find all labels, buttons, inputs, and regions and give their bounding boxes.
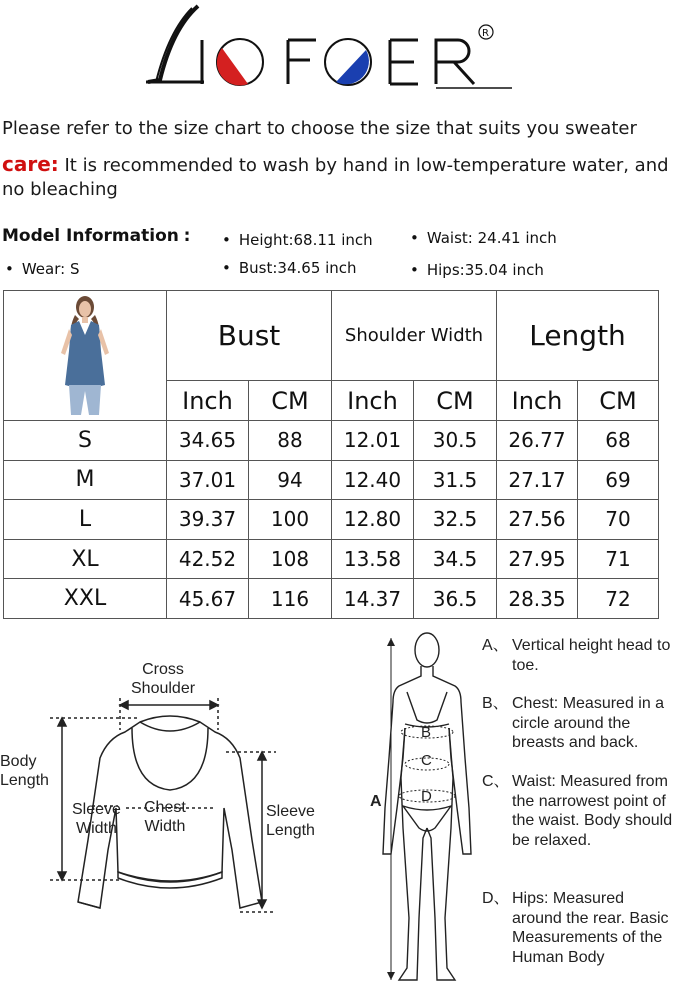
table-cell: 36.5 — [414, 579, 497, 619]
model-waist-label: Waist: — [426, 229, 473, 247]
model-wear — [5, 260, 80, 278]
intro-text: Please refer to the size chart to choose the size that suits you sweater — [2, 118, 637, 139]
sleeve-length-label-line2: Length — [266, 822, 315, 839]
body-length-label — [0, 752, 49, 790]
table-cell: 32.5 — [414, 500, 497, 540]
table-cell: 72 — [578, 579, 659, 619]
body-label-c: C — [421, 752, 432, 769]
model-bust — [222, 259, 357, 277]
brand-logo — [140, 2, 520, 94]
sleeve-length-label-line1: Sleeve — [266, 803, 315, 820]
note-b — [482, 694, 677, 753]
table-cell: 45.67 — [167, 579, 249, 619]
table-cell: 88 — [249, 421, 332, 461]
size-chart-table — [3, 290, 659, 619]
body-label-d: D — [421, 788, 432, 805]
table-cell: 69 — [578, 460, 659, 500]
table-cell: 27.56 — [497, 500, 578, 540]
model-waist-value: 24.41 inch — [477, 229, 557, 247]
model-photo-cell — [4, 291, 167, 421]
unit-bust-inch: Inch — [167, 381, 249, 421]
note-text: Vertical height head to toe. — [512, 637, 671, 674]
model-height — [222, 231, 373, 249]
size-label: L — [4, 500, 167, 540]
table-cell: 27.17 — [497, 460, 578, 500]
garment-diagram — [0, 640, 340, 940]
chest-width-label — [144, 798, 186, 836]
brand-logo-graphic — [140, 2, 520, 94]
note-text: Hips: Measured around the rear. Basic Measurements of the Human Body — [512, 890, 669, 966]
model-hips-label: Hips: — [426, 261, 465, 279]
unit-length-inch: Inch — [497, 381, 578, 421]
header-shoulder-width: Shoulder Width — [332, 291, 497, 381]
body-label-b: B — [421, 724, 432, 741]
table-cell: 12.01 — [332, 421, 414, 461]
model-bust-label: Bust: — [238, 259, 278, 277]
note-d — [482, 889, 677, 967]
model-height-value: 68.11 inch — [293, 231, 373, 249]
header-length: Length — [497, 291, 659, 381]
cross-shoulder-label — [131, 660, 195, 698]
table-cell: 13.58 — [332, 539, 414, 579]
note-key: D、 — [482, 890, 510, 907]
body-length-label-line1: Body — [0, 753, 37, 770]
table-row — [4, 460, 659, 500]
sleeve-length-label — [266, 802, 315, 840]
table-cell: 94 — [249, 460, 332, 500]
cross-shoulder-label-line2: Shoulder — [131, 680, 196, 697]
model-photo — [45, 293, 125, 415]
body-diagram — [355, 628, 485, 998]
note-a — [482, 636, 677, 675]
care-body: It is recommended to wash by hand in low-temperature water, and no bleaching — [2, 155, 669, 200]
body-illustration — [355, 628, 485, 998]
body-label-a: A — [370, 793, 382, 810]
model-waist — [410, 229, 557, 247]
unit-shoulder-cm: CM — [414, 381, 497, 421]
sleeve-width-label-line1: Sleeve — [72, 801, 121, 818]
sleeve-width-label — [72, 800, 121, 838]
table-cell: 34.65 — [167, 421, 249, 461]
unit-length-cm: CM — [578, 381, 659, 421]
model-hips-value: 35.04 inch — [464, 261, 544, 279]
table-cell: 116 — [249, 579, 332, 619]
model-height-label: Height: — [238, 231, 294, 249]
sleeve-width-label-line2: Width — [76, 820, 117, 837]
note-text: Chest: Measured in a circle around the breasts and back. — [512, 695, 665, 751]
table-cell: 30.5 — [414, 421, 497, 461]
unit-bust-cm: CM — [249, 381, 332, 421]
table-cell: 108 — [249, 539, 332, 579]
table-cell: 100 — [249, 500, 332, 540]
table-row — [4, 421, 659, 461]
table-row — [4, 579, 659, 619]
table-cell: 12.80 — [332, 500, 414, 540]
table-cell: 42.52 — [167, 539, 249, 579]
note-c — [482, 772, 677, 850]
table-cell: 39.37 — [167, 500, 249, 540]
size-label: XXL — [4, 579, 167, 619]
table-cell: 12.40 — [332, 460, 414, 500]
model-hips — [410, 261, 544, 279]
note-text: Waist: Measured from the narrowest point of the waist. Body should be relaxed. — [512, 773, 673, 849]
care-text — [2, 152, 678, 202]
note-key: B、 — [482, 695, 509, 712]
cross-shoulder-label-line1: Cross — [142, 661, 184, 678]
header-bust: Bust — [167, 291, 332, 381]
table-cell: 28.35 — [497, 579, 578, 619]
model-heading — [2, 226, 190, 246]
table-cell: 37.01 — [167, 460, 249, 500]
care-label: care: — [2, 152, 59, 176]
table-cell: 70 — [578, 500, 659, 540]
size-label: S — [4, 421, 167, 461]
note-key: C、 — [482, 773, 510, 790]
table-cell: 71 — [578, 539, 659, 579]
chest-width-label-line1: Chest — [144, 799, 186, 816]
model-wear-value: S — [69, 260, 80, 278]
body-length-label-line2: Length — [0, 772, 49, 789]
model-heading-label: Model Information — [2, 226, 179, 246]
table-cell: 34.5 — [414, 539, 497, 579]
size-label: XL — [4, 539, 167, 579]
chest-width-label-line2: Width — [144, 818, 186, 835]
model-bust-value: 34.65 inch — [277, 259, 357, 277]
model-wear-label: Wear: — [21, 260, 66, 278]
table-row — [4, 539, 659, 579]
model-heading-colon: : — [183, 226, 191, 246]
table-cell: 27.95 — [497, 539, 578, 579]
table-cell: 68 — [578, 421, 659, 461]
unit-shoulder-inch: Inch — [332, 381, 414, 421]
table-row — [4, 500, 659, 540]
table-cell: 26.77 — [497, 421, 578, 461]
table-cell: 14.37 — [332, 579, 414, 619]
note-key: A、 — [482, 637, 509, 654]
size-label: M — [4, 460, 167, 500]
svg-text:R: R — [482, 28, 489, 39]
table-cell: 31.5 — [414, 460, 497, 500]
